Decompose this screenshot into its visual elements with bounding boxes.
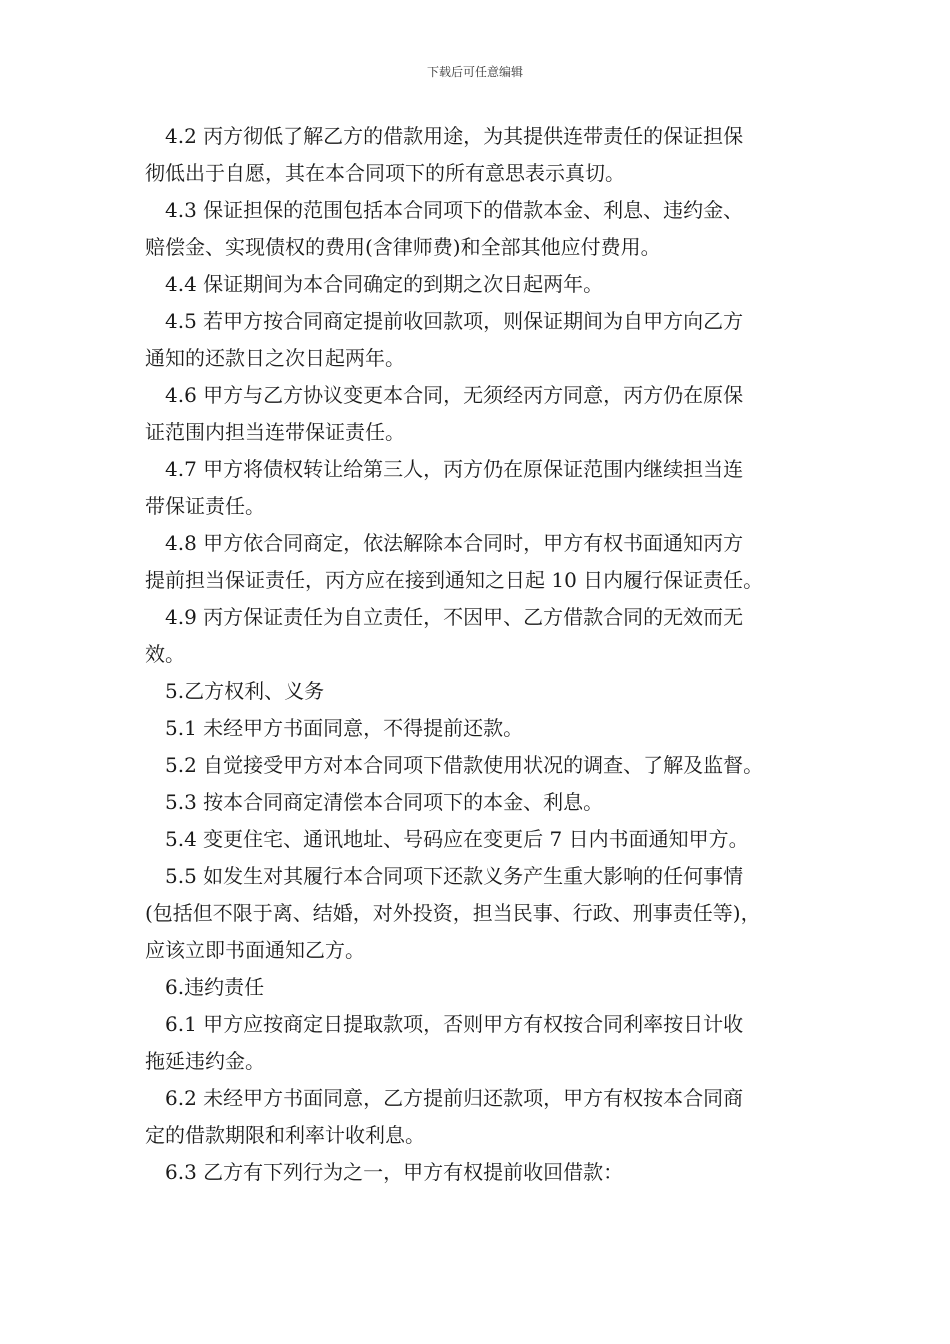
clause-line: 6.3 乙方有下列行为之一，甲方有权提前收回借款：: [165, 1160, 624, 1184]
section-heading-line: 6.违约责任: [165, 975, 265, 999]
section-heading-line: 5.乙方权利、义务: [165, 679, 325, 703]
clause-line: 5.1 未经甲方书面同意，不得提前还款。: [165, 716, 524, 740]
clause-line: 4.9 丙方保证责任为自立责任，不因甲、乙方借款合同的无效而无: [165, 605, 744, 629]
clause-line: 6.2 未经甲方书面同意，乙方提前归还款项，甲方有权按本合同商: [165, 1086, 744, 1110]
clause-line: (包括但不限于离、结婚，对外投资，担当民事、行政、刑事责任等)，: [145, 901, 761, 925]
clause-line: 5.4 变更住宅、通讯地址、号码应在变更后 7 日内书面通知甲方。: [165, 827, 749, 851]
clause-line: 带保证责任。: [145, 494, 265, 518]
clause-line: 5.5 如发生对其履行本合同项下还款义务产生重大影响的任何事情: [165, 864, 744, 888]
clause-5-2: [145, 747, 817, 784]
clause-6-1: [145, 1006, 817, 1080]
clause-line: 提前担当保证责任，丙方应在接到通知之日起 10 日内履行保证责任。: [145, 568, 764, 592]
clause-5-3: [145, 784, 817, 821]
clause-4-6: [145, 377, 817, 451]
clause-6-3: [145, 1154, 817, 1191]
clause-line: 4.2 丙方彻低了解乙方的借款用途，为其提供连带责任的保证担保: [165, 124, 744, 148]
clause-4-5: [145, 303, 817, 377]
clause-4-4: [145, 266, 817, 303]
clause-line: 4.6 甲方与乙方协议变更本合同，无须经丙方同意，丙方仍在原保: [165, 383, 744, 407]
clause-line: 赔偿金、实现债权的费用(含律师费)和全部其他应付费用。: [145, 235, 661, 259]
page-header: 下载后可任意编辑: [426, 65, 523, 79]
clause-line: 证范围内担当连带保证责任。: [145, 420, 405, 444]
clause-4-7: [145, 451, 817, 525]
clause-line: 4.4 保证期间为本合同确定的到期之次日起两年。: [165, 272, 604, 296]
clause-line: 应该立即书面通知乙方。: [145, 938, 365, 962]
clause-4-3: [145, 192, 817, 266]
clause-line: 通知的还款日之次日起两年。: [145, 346, 405, 370]
clause-5-4: [145, 821, 817, 858]
clause-6-2: [145, 1080, 817, 1154]
clause-line: 4.7 甲方将债权转让给第三人，丙方仍在原保证范围内继续担当连: [165, 457, 744, 481]
clause-4-8: [145, 525, 817, 599]
clause-5-1: [145, 710, 817, 747]
clause-4-9: [145, 599, 817, 673]
clause-line: 6.1 甲方应按商定日提取款项，否则甲方有权按合同利率按日计收: [165, 1012, 744, 1036]
clause-4-2: [145, 118, 817, 192]
clause-line: 5.3 按本合同商定清偿本合同项下的本金、利息。: [165, 790, 604, 814]
clause-line: 效。: [145, 642, 185, 666]
clause-line: 5.2 自觉接受甲方对本合同项下借款使用状况的调查、了解及监督。: [165, 753, 764, 777]
clause-line: 4.5 若甲方按合同商定提前收回款项，则保证期间为自甲方向乙方: [165, 309, 744, 333]
section-6-heading: [145, 969, 817, 1006]
clause-line: 定的借款期限和利率计收利息。: [145, 1123, 425, 1147]
clause-line: 4.8 甲方依合同商定，依法解除本合同时，甲方有权书面通知丙方: [165, 531, 744, 555]
clause-5-5: [145, 858, 817, 969]
section-5-heading: [145, 673, 817, 710]
clause-line: 彻低出于自愿，其在本合同项下的所有意思表示真切。: [145, 161, 625, 185]
clause-line: 4.3 保证担保的范围包括本合同项下的借款本金、利息、违约金、: [165, 198, 744, 222]
document-body: [145, 118, 817, 1191]
clause-line: 拖延违约金。: [145, 1049, 265, 1073]
